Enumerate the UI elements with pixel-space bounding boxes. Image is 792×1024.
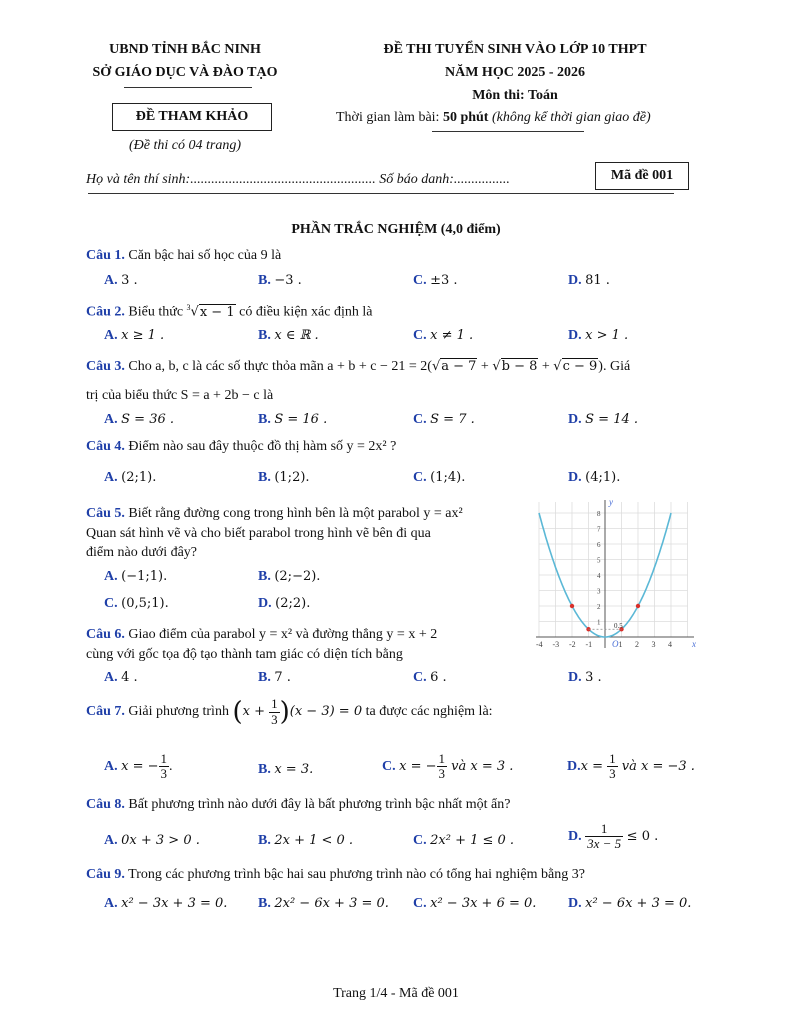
q6-option-b: B. 7 . [258, 670, 291, 685]
q5-option-d: D. (2;2). [258, 596, 311, 611]
x-tick-label: 3 [651, 640, 656, 649]
reference-badge [112, 103, 272, 131]
department-title: SỞ GIÁO DỤC VÀ ĐÀO TẠO [92, 65, 278, 80]
question-6: Câu 6. Giao điểm của parabol y = x² và đường thẳng y = x + 2 [86, 627, 438, 642]
header-underline-left [124, 87, 252, 88]
graph-grid [539, 502, 688, 637]
q7-option-c: C. x = − $\frac{1}{3}$ và x = 3 . [382, 751, 514, 782]
q3-option-c: C. S = 7 . [413, 412, 475, 427]
pages-note: (Đề thi có 04 trang) [129, 138, 241, 153]
y-tick-label: 6 [597, 541, 601, 549]
y-tick-label: 8 [597, 510, 601, 518]
time-note: (không kể thời gian giao đề) [488, 110, 651, 125]
y-axis-label: y [609, 497, 613, 507]
graph-point [570, 604, 574, 608]
question-2: Câu 2. Biểu thức $^3$√x − 1 có điều kiện xác định là [86, 303, 373, 320]
section-title: PHẦN TRẮC NGHIỆM (4,0 điểm) [291, 222, 501, 237]
q5-option-b: B. (2;−2). [258, 569, 321, 584]
y-tick-label: 2 [597, 603, 601, 611]
reference-badge-text: ĐỀ THAM KHẢO [135, 109, 249, 124]
question-text: Căn bậc hai số học của 9 là [128, 248, 282, 263]
question-5-line2: Quan sát hình vẽ và cho biết parabol trong hình vẽ bên đi qua [86, 526, 431, 541]
q7-option-d: D.x = $\frac{1}{3}$ và x = −3 . [567, 751, 695, 782]
q9-option-b: B. 2x² − 6x + 3 = 0. [258, 896, 389, 911]
school-year: NĂM HỌC 2025 - 2026 [445, 65, 585, 80]
q6-option-a: A. 4 . [104, 670, 138, 685]
q3-option-d: D. S = 14 . [568, 412, 638, 427]
q7-option-b: B. x = 3. [258, 762, 314, 777]
x-tick-label: -2 [569, 640, 576, 649]
y-tick-labels [597, 510, 601, 627]
question-8: Câu 8. Bất phương trình nào dưới đây là bất phương trình bậc nhất một ẩn? [86, 797, 511, 812]
graph-point [636, 604, 640, 608]
question-9: Câu 9. Trong các phương trình bậc hai sau phương trình nào có tổng hai nghiệm bằng 3? [86, 867, 585, 882]
exam-title: ĐỀ THI TUYỂN SINH VÀO LỚP 10 THPT [383, 42, 647, 57]
q3-option-b: B. S = 16 . [258, 412, 328, 427]
q6-option-c: C. 6 . [413, 670, 447, 685]
q5-option-a: A. (−1;1). [104, 569, 168, 584]
y-tick-label: 3 [597, 587, 601, 596]
x-tick-label: 2 [635, 640, 639, 649]
q1-option-d: D. 81 . [568, 273, 610, 288]
question-6-line2: cùng với gốc tọa độ tạo thành tam giác có diện tích bằng [86, 647, 403, 662]
time-value: 50 phút [442, 110, 489, 125]
half-mark: 0.5 [614, 622, 623, 630]
q9-option-d: D. x² − 6x + 3 = 0. [568, 896, 692, 911]
q9-option-c: C. x² − 3x + 6 = 0. [413, 896, 537, 911]
page-footer: Trang 1/4 - Mã đề 001 [333, 986, 459, 1001]
question-1 [86, 248, 281, 264]
q4-option-c: C. (1;4). [413, 470, 466, 485]
subject: Môn thi: Toán [472, 88, 558, 103]
question-3: Câu 3. Cho a, b, c là các số thực thỏa mãn a + b + c − 21 = 2(√a − 7 + √b − 8 + √c − 9). Giá [86, 359, 631, 374]
candidate-underline [88, 193, 674, 194]
q8-option-d: D. $\frac{1}{3x - 5}$ ≤ 0 . [568, 821, 659, 852]
x-tick-label: 4 [668, 640, 672, 649]
exam-code-box [595, 162, 689, 190]
exam-code: Mã đề 001 [610, 168, 674, 183]
x-tick-labels [536, 640, 672, 649]
x-tick-label: -4 [536, 640, 543, 649]
question-5-line3: điểm nào dưới đây? [86, 545, 198, 560]
question-3-line2: trị của biểu thức S = a + 2b − c là [86, 388, 274, 403]
y-tick-label: 4 [597, 572, 601, 580]
time-prefix: Thời gian làm bài: [336, 110, 443, 125]
q1-option-c: C. ±3 . [413, 273, 458, 288]
q2-option-d: D. x > 1 . [568, 328, 629, 343]
q2-option-b: B. x ∈ ℝ . [258, 328, 319, 343]
question-label: Câu 1. [86, 248, 125, 263]
candidate-line: Họ và tên thí sinh:..................................................... Số báo danh:................ [86, 172, 510, 187]
q8-option-c: C. 2x² + 1 ≤ 0 . [413, 833, 515, 848]
origin-label: O [612, 639, 619, 649]
q5-option-c: C. (0,5;1). [104, 596, 169, 611]
dept-name: UBND TỈNH BẮC NINH [109, 42, 261, 57]
q4-option-b: B. (1;2). [258, 470, 310, 485]
q8-option-a: A. 0x + 3 > 0 . [104, 833, 200, 848]
y-tick-label: 7 [597, 525, 601, 534]
y-tick-label: 5 [597, 556, 601, 565]
q3-option-a: A. S = 36 . [104, 412, 174, 427]
q6-option-d: D. 3 . [568, 670, 602, 685]
header-underline-right [432, 131, 584, 132]
x-tick-label: -3 [552, 640, 560, 649]
q4-option-a: A. (2;1). [104, 470, 157, 485]
q2-option-c: C. x ≠ 1 . [413, 328, 474, 343]
question-4: Câu 4. Điểm nào sau đây thuộc đồ thị hàm số y = 2x² ? [86, 439, 397, 454]
question-7: Câu 7. Giải phương trình (x + $\frac{1}{3}$ )(x − 3) = 0 ta được các nghiệm là: [86, 696, 493, 727]
q4-option-d: D. (4;1). [568, 470, 621, 485]
q9-option-a: A. x² − 3x + 3 = 0. [104, 896, 228, 911]
time-info [336, 110, 651, 126]
question-5: Câu 5. Biết rằng đường cong trong hình bên là một parabol y = ax² [86, 506, 463, 521]
q1-option-a: A. 3 . [104, 273, 138, 288]
y-tick-label: 1 [597, 618, 601, 627]
x-axis-label: x [692, 639, 696, 649]
x-tick-label: -1 [585, 640, 593, 649]
q7-option-a: A. x = − $\frac{1}{3}$ . [104, 751, 173, 782]
q8-option-b: B. 2x + 1 < 0 . [258, 833, 354, 848]
x-tick-label: 1 [618, 640, 623, 649]
parabola-graph [532, 496, 702, 656]
q1-option-b: B. −3 . [258, 273, 302, 288]
q2-option-a: A. x ≥ 1 . [104, 328, 165, 343]
